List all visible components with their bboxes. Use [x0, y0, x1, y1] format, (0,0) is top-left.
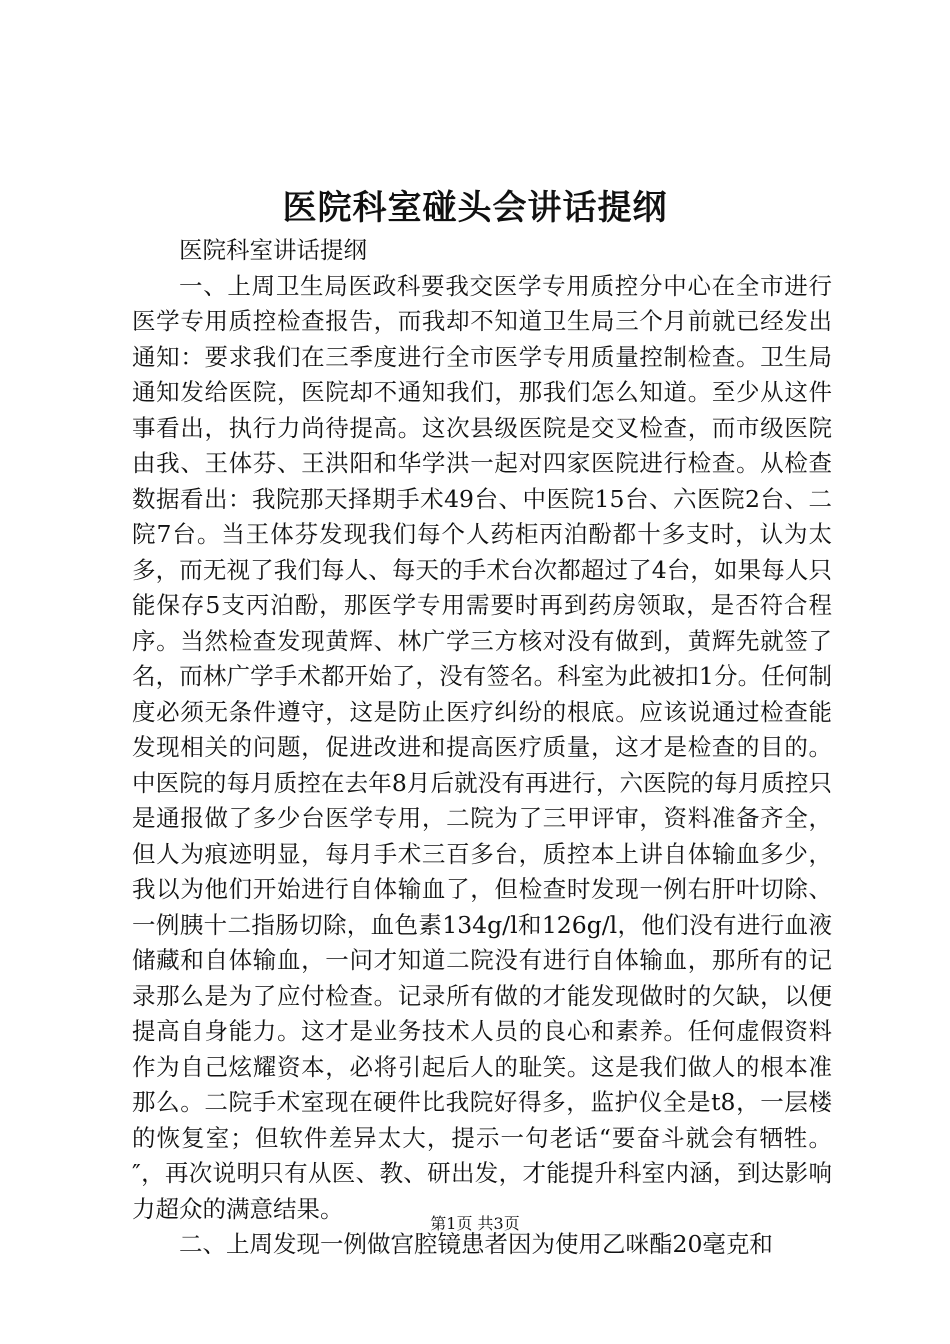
document-body: [132, 233, 832, 1263]
body-paragraph-2: 二、上周发现一例做宫腔镜患者因为使用乙咪酯20毫克和: [179, 1230, 773, 1258]
body-paragraph-1: 一、上周卫生局医政科要我交医学专用质控分中心在全市进行医学专用质控检查报告，而我却不知道卫生局三个月前就已经发出通知：要求我们在三季度进行全市医学专用质量控制检查。卫生局通知发给医院，医院却不通知我们，那我们怎么知道。至少从这件事看出，执行力尚待提高。这次县级医院是交叉检查，而市级医院由我、王体芬、王洪阳和华学洪一起对四家医院进行检查。从检查数据看出：我院那天择期手术49台、中医院15台、六医院2台、二院7台。当王体芬发现我们每个人药柜丙泊酚都十多支时，认为太多，而无视了我们每人、每天的手术台次都超过了4台，如果每人只能保存5支丙泊酚，那医学专用需要时再到药房领取，是否符合程序。当然检查发现黄辉、林广学三方核对没有做到，黄辉先就签了名，而林广学手术都开始了，没有签名。科室为此被扣1分。任何制度必须无条件遵守，这是防止医疗纠纷的根底。应该说通过检查能发现相关的问题，促进改进和提高医疗质量，这才是检查的目的。中医院的每月质控在去年8月后就没有再进行，六医院的每月质控只是通报做了多少台医学专用，二院为了三甲评审，资料准备齐全，但人为痕迹明显，每月手术三百多台，质控本上讲自体输血多少，我以为他们开始进行自体输血了，但检查时发现一例右肝叶切除、一例胰十二指肠切除，血色素134g/l和126g/l，他们没有进行血液储藏和自体输血，一问才知道二院没有进行自体输血，那所有的记录那么是为了应付检查。记录所有做的才能发现做时的欠缺，以便提高自身能力。这才是业务技术人员的良心和素养。任何虚假资料作为自己炫耀资本，必将引起后人的耻笑。这是我们做人的根本准那么。二院手术室现在硬件比我院好得多，监护仪全是t8，一层楼的恢复室；但软件差异太大，提示一句老话“要奋斗就会有牺牲。″，再次说明只有从医、教、研出发，才能提升科室内涵，到达影响力超众的满意结果。: [132, 271, 832, 1223]
subtitle-paragraph: 医院科室讲话提纲: [179, 236, 367, 264]
document-title: 医院科室碰头会讲话提纲: [282, 188, 668, 228]
page-footer: 第1页 共3页: [430, 1214, 520, 1233]
